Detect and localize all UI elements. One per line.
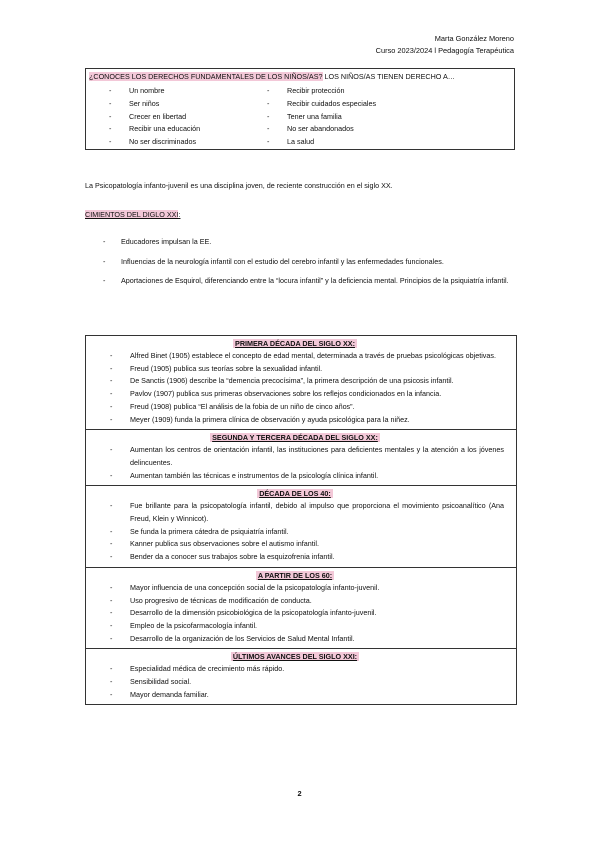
timeline-item-text: Sensibilidad social.	[130, 677, 192, 687]
cimientos-item	[85, 272, 514, 291]
right-item-text: Recibir cuidados especiales	[287, 98, 377, 108]
cimientos-item	[85, 253, 514, 272]
right-item-text: Un nombre	[129, 86, 165, 95]
section-heading-text: A PARTIR DE LOS 60:	[257, 570, 333, 580]
bullet-dash: -	[103, 256, 106, 266]
bullet-dash: -	[267, 111, 270, 121]
bullet-dash: -	[103, 276, 106, 285]
timeline-item	[86, 363, 504, 376]
timeline-item-text: Uso progresivo de técnicas de modificación de conducta.	[130, 595, 312, 605]
rights-lead: LOS NIÑOS/AS TIENEN DERECHO A…	[322, 72, 455, 81]
right-item-text: No ser discriminados	[129, 137, 197, 147]
right-item-text: La salud	[287, 137, 315, 147]
timeline-table	[85, 335, 517, 705]
timeline-section	[86, 429, 516, 485]
timeline-item	[86, 388, 504, 401]
timeline-section	[86, 648, 516, 704]
bullet-dash: -	[110, 620, 113, 630]
section-heading	[86, 651, 504, 663]
timeline-item-text: Desarrollo de la organización de los Servicios de Salud Mental Infantil.	[130, 633, 355, 643]
bullet-dash: -	[110, 414, 113, 424]
timeline-item	[86, 526, 504, 539]
bullet-dash: -	[110, 689, 113, 699]
timeline-item-text: Especialidad médica de crecimiento más rápido.	[130, 664, 285, 674]
bullet-dash: -	[110, 552, 113, 562]
timeline-item	[86, 689, 504, 702]
bullet-dash: -	[110, 539, 113, 549]
timeline-item	[86, 582, 504, 595]
page-number: 2	[297, 789, 302, 798]
bullet-dash: -	[110, 633, 113, 643]
bullet-dash: -	[110, 582, 113, 592]
timeline-item	[86, 375, 504, 388]
timeline-item	[86, 414, 504, 427]
timeline-item-text: Aumentan los centros de orientación infantil, las instituciones para deficientes mentales y la atención a los jóvenes delincuentes.	[130, 445, 504, 467]
timeline-section	[86, 485, 516, 567]
right-item-text: Crecer en libertad	[129, 111, 187, 121]
bullet-dash: -	[110, 470, 113, 480]
timeline-item-text: Freud (1908) publica “El análisis de la fobia de un niño de cinco años”.	[130, 401, 355, 411]
timeline-item-text: Pavlov (1907) publica sus primeras observaciones sobre los reflejos condicionados en la infancia.	[130, 389, 442, 399]
timeline-item	[86, 401, 504, 414]
bullet-dash: -	[110, 526, 113, 536]
bullet-dash: -	[110, 401, 113, 411]
bullet-dash: -	[110, 608, 113, 618]
timeline-item	[86, 538, 504, 551]
section-heading-text: ÚLTIMOS AVANCES DEL SIGLO XXI:	[232, 652, 358, 662]
timeline-item-text: Freud (1905) publica sus teorías sobre la sexualidad infantil.	[130, 363, 323, 373]
section-heading-text: DÉCADA DE LOS 40:	[259, 489, 331, 499]
timeline-item-text: Fue brillante para la psicopatología infantil, debido al impulso que proporciona el movimiento psicoanalítico (Ana Freud, Klein y Winnicot).	[130, 501, 504, 524]
bullet-dash: -	[109, 98, 112, 108]
bullet-dash: -	[267, 98, 270, 108]
timeline-item-text: Bender da a conocer sus trabajos sobre la esquizofrenia infantil.	[130, 552, 335, 562]
right-item-text: No ser abandonados	[287, 124, 354, 134]
cimientos-item-text: Aportaciones de Esquirol, diferenciando entre la “locura infantil” y la deficiencia mental. Principios de la psiquiatría infantil.	[121, 276, 509, 285]
timeline-item	[86, 595, 504, 608]
cimientos-item-text: Educadores impulsan la EE.	[121, 237, 212, 246]
bullet-dash: -	[110, 677, 113, 687]
bullet-dash: -	[267, 137, 270, 147]
section-heading	[86, 488, 504, 500]
rights-question: ¿CONOCES LOS DERECHOS FUNDAMENTALES DE LOS NIÑOS/AS?	[89, 72, 323, 81]
timeline-item	[86, 663, 504, 676]
bullet-dash: -	[110, 389, 113, 399]
timeline-item	[86, 500, 504, 525]
timeline-item	[86, 470, 504, 483]
timeline-item	[86, 607, 504, 620]
timeline-item-text: Kanner publica sus observaciones sobre el autismo infantil.	[130, 539, 319, 549]
timeline-item-text: Empleo de la psicofarmacología infantil.	[130, 620, 258, 630]
bullet-dash: -	[103, 237, 106, 246]
timeline-item-text: Mayor influencia de una concepción social de la psicopatología infanto-juvenil.	[130, 582, 380, 592]
timeline-item	[86, 620, 504, 633]
right-item-text: Recibir protección	[287, 86, 345, 95]
timeline-item-text: Meyer (1909) funda la primera clínica de observación y ayuda psicológica para la niñez.	[130, 414, 410, 424]
bullet-dash: -	[267, 124, 270, 134]
bullet-dash: -	[110, 351, 113, 360]
intro-paragraph: La Psicopatología infanto-juvenil es una disciplina joven, de reciente construcción en el siglo XX.	[85, 181, 393, 190]
timeline-item	[86, 444, 504, 469]
bullet-dash: -	[109, 124, 112, 134]
page-header	[376, 33, 514, 57]
timeline-section	[86, 336, 516, 429]
bullet-dash: -	[110, 595, 113, 605]
bullet-dash: -	[109, 111, 112, 121]
timeline-section	[86, 567, 516, 649]
section-heading-text: PRIMERA DÉCADA DEL SIGLO XX:	[235, 339, 355, 348]
timeline-item	[86, 676, 504, 689]
author-name: Marta González Moreno	[434, 34, 514, 43]
right-item-text: Recibir una educación	[129, 124, 201, 134]
timeline-item	[86, 633, 504, 646]
cimientos-heading-text: CIMIENTOS DEL DIGLO XXI	[85, 210, 179, 219]
timeline-item-text: Mayor demanda familiar.	[130, 689, 209, 699]
section-heading	[86, 570, 504, 582]
timeline-item-text: Aumentan también las técnicas e instrumentos de la psicología clínica infantil.	[130, 470, 379, 480]
bullet-dash: -	[109, 137, 112, 147]
section-heading	[86, 432, 504, 444]
section-heading-text: SEGUNDA Y TERCERA DÉCADA DEL SIGLO XX:	[212, 433, 378, 443]
section-heading	[86, 338, 504, 350]
cimientos-item-text: Influencias de la neurología infantil con el estudio del cerebro infantil y las enfermedades funcionales.	[121, 256, 444, 266]
rights-title	[89, 72, 455, 81]
bullet-dash: -	[110, 445, 113, 455]
right-item-text: Tener una familia	[287, 111, 342, 121]
bullet-dash: -	[110, 501, 113, 511]
cimientos-list	[85, 233, 514, 291]
timeline-item-text: Alfred Binet (1905) establece el concepto de edad mental, determinada a través de pruebas psicológicas objetivas.	[130, 351, 496, 360]
bullet-dash: -	[267, 86, 270, 95]
timeline-item-text: De Sanctis (1906) describe la “demencia precocísima”, la primera descripción de una psicosis infantil.	[130, 376, 454, 386]
timeline-item	[86, 350, 504, 363]
cimientos-heading: CIMIENTOS DEL DIGLO XXI:	[85, 210, 181, 219]
timeline-item-text: Desarrollo de la dimensión psicobiológica de la psicopatología infanto-juvenil.	[130, 608, 377, 618]
course-info: Curso 2023/2024 l Pedagogía Terapéutica	[375, 46, 514, 55]
bullet-dash: -	[110, 376, 113, 386]
right-item-text: Ser niños	[129, 98, 160, 108]
bullet-dash: -	[110, 363, 113, 373]
cimientos-item	[85, 233, 514, 252]
timeline-item-text: Se funda la primera cátedra de psiquiatría infantil.	[130, 526, 289, 536]
bullet-dash: -	[109, 86, 112, 95]
timeline-item	[86, 551, 504, 564]
bullet-dash: -	[110, 664, 113, 674]
